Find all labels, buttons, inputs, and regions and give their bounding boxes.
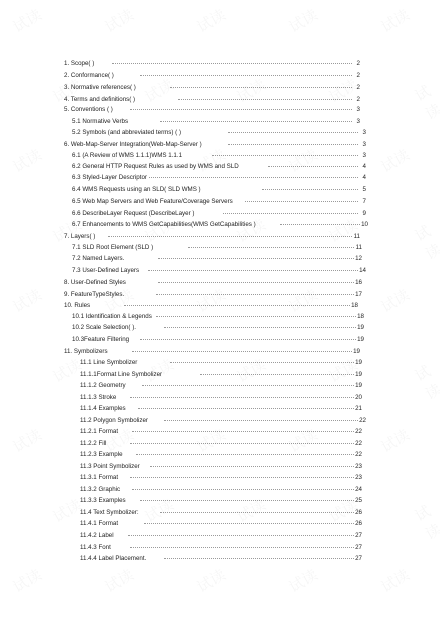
toc-entry-title: 11.4.4 Label Placement. bbox=[80, 555, 147, 562]
toc-entry-title: 6.3 Styled-Layer Descriptor bbox=[72, 174, 147, 181]
toc-entry-page-number: 4 bbox=[362, 163, 366, 170]
toc-entry-page-number: 19 bbox=[357, 336, 364, 343]
toc-entry-page-number: 17 bbox=[355, 291, 362, 298]
toc-entry-title: 11.3 Point Symbolizer bbox=[80, 463, 140, 470]
toc-entry-page-number: 18 bbox=[351, 302, 358, 309]
dot-leader bbox=[128, 535, 354, 536]
dot-leader bbox=[245, 201, 358, 202]
dot-leader bbox=[188, 247, 354, 248]
toc-entry[interactable] bbox=[0, 370, 440, 380]
dot-leader bbox=[158, 258, 354, 259]
toc-entry-title: 11.3.1 Format bbox=[80, 474, 119, 481]
dot-leader bbox=[130, 477, 354, 478]
dot-leader bbox=[170, 362, 354, 363]
toc-entry-page-number: 18 bbox=[357, 313, 364, 320]
dot-leader bbox=[170, 87, 352, 88]
toc-entry-page-number: 3 bbox=[362, 129, 366, 136]
toc-entry[interactable] bbox=[0, 243, 440, 253]
dot-leader bbox=[164, 327, 356, 328]
dot-leader bbox=[130, 547, 354, 548]
dot-leader bbox=[140, 500, 354, 501]
toc-entry[interactable] bbox=[0, 450, 440, 460]
toc-entry-title: 11.2.2 Fill bbox=[80, 440, 107, 447]
toc-entry-page-number: 10 bbox=[361, 221, 368, 228]
toc-entry-page-number: 23 bbox=[355, 463, 362, 470]
dot-leader bbox=[132, 431, 354, 432]
toc-entry-title: 2. Conformance( ) bbox=[64, 72, 114, 79]
dot-leader bbox=[136, 454, 354, 455]
toc-entry[interactable] bbox=[0, 128, 440, 138]
toc-entry[interactable] bbox=[0, 83, 440, 93]
toc-entry[interactable] bbox=[0, 162, 440, 172]
toc-entry-title: 7. Layers( ) bbox=[64, 233, 96, 240]
toc-entry-page-number: 26 bbox=[355, 520, 362, 527]
toc-entry-title: 11.1.2 Geometry bbox=[80, 382, 126, 389]
toc-entry-title: 11.1.3 Stroke bbox=[80, 394, 117, 401]
toc-entry-page-number: 20 bbox=[355, 394, 362, 401]
toc-entry-title: 11.2.3 Example bbox=[80, 451, 123, 458]
dot-leader bbox=[178, 99, 352, 100]
toc-entry[interactable] bbox=[0, 185, 440, 195]
toc-entry-page-number: 2 bbox=[356, 60, 360, 67]
toc-entry-title: 6.4 WMS Requests using an SLD( SLD WMS ) bbox=[72, 186, 201, 193]
dot-leader bbox=[223, 213, 358, 214]
toc-entry-page-number: 11 bbox=[355, 244, 362, 251]
toc-entry-page-number: 5 bbox=[362, 186, 366, 193]
toc-entry-page-number: 19 bbox=[355, 359, 362, 366]
dot-leader bbox=[140, 75, 352, 76]
toc-entry-title: 5.1 Normative Verbs bbox=[72, 118, 129, 125]
toc-entry-title: 11.1.4 Examples bbox=[80, 405, 126, 412]
toc-entry[interactable] bbox=[0, 151, 440, 161]
dot-leader bbox=[280, 224, 360, 225]
toc-entry-title: 5.2 Symbols (and abbreviated terms) ( ) bbox=[72, 129, 182, 136]
toc-entry[interactable] bbox=[0, 323, 440, 333]
toc-entry[interactable] bbox=[0, 301, 440, 311]
toc-entry-title: 6.2 General HTTP Request Rules as used by WMS and SLD bbox=[72, 163, 239, 170]
toc-entry[interactable] bbox=[0, 347, 440, 357]
dot-leader bbox=[124, 305, 350, 306]
dot-leader bbox=[212, 155, 358, 156]
toc-entry-page-number: 25 bbox=[355, 497, 362, 504]
toc-entry[interactable] bbox=[0, 519, 440, 529]
toc-entry[interactable] bbox=[0, 496, 440, 506]
toc-entry[interactable] bbox=[0, 439, 440, 449]
toc-entry-title: 8. User-Defined Styles bbox=[64, 279, 126, 286]
toc-entry-page-number: 3 bbox=[356, 106, 360, 113]
toc-entry[interactable] bbox=[0, 473, 440, 483]
toc-entry-page-number: 12 bbox=[355, 255, 362, 262]
toc-entry-page-number: 7 bbox=[362, 198, 366, 205]
toc-entry-page-number: 27 bbox=[355, 555, 362, 562]
toc-entry-title: 9. FeatureTypeStyles. bbox=[64, 291, 125, 298]
dot-leader bbox=[148, 270, 358, 271]
toc-entry[interactable] bbox=[0, 197, 440, 207]
toc-entry[interactable] bbox=[0, 95, 440, 105]
toc-entry[interactable] bbox=[0, 485, 440, 495]
toc-entry[interactable] bbox=[0, 266, 440, 276]
toc-entry-title: 3. Normative references( ) bbox=[64, 84, 136, 91]
toc-entry-title: 6. Web-Map-Server Integration(Web-Map-Server ) bbox=[64, 141, 202, 148]
toc-entry-page-number: 22 bbox=[359, 417, 366, 424]
dot-leader bbox=[200, 374, 354, 375]
toc-entry-page-number: 16 bbox=[355, 279, 362, 286]
dot-leader bbox=[228, 132, 358, 133]
dot-leader bbox=[268, 166, 358, 167]
toc-entry-title: 11.4.1 Format bbox=[80, 520, 119, 527]
toc-entry-page-number: 23 bbox=[355, 474, 362, 481]
toc-entry[interactable] bbox=[0, 232, 440, 242]
dot-leader bbox=[150, 466, 354, 467]
toc-entry[interactable] bbox=[0, 335, 440, 345]
toc-entry[interactable] bbox=[0, 543, 440, 553]
toc-entry-page-number: 4 bbox=[362, 174, 366, 181]
dot-leader bbox=[138, 408, 354, 409]
dot-leader bbox=[164, 558, 354, 559]
toc-entry-page-number: 19 bbox=[355, 382, 362, 389]
toc-entry-page-number: 3 bbox=[362, 152, 366, 159]
toc-entry-title: 7.1 SLD Root Element (SLD ) bbox=[72, 244, 154, 251]
toc-entry[interactable] bbox=[0, 209, 440, 219]
toc-entry[interactable] bbox=[0, 416, 440, 426]
dot-leader bbox=[112, 63, 352, 64]
dot-leader bbox=[140, 177, 358, 178]
dot-leader bbox=[142, 385, 354, 386]
dot-leader bbox=[164, 420, 358, 421]
dot-leader bbox=[144, 523, 354, 524]
toc-entry[interactable] bbox=[0, 173, 440, 183]
toc-entry-page-number: 27 bbox=[355, 532, 362, 539]
dot-leader bbox=[130, 443, 354, 444]
dot-leader bbox=[228, 144, 358, 145]
toc-entry-title: 10. Rules bbox=[64, 302, 91, 309]
toc-entry[interactable] bbox=[0, 531, 440, 541]
dot-leader bbox=[132, 351, 352, 352]
dot-leader bbox=[108, 236, 352, 237]
toc-entry-title: 11.1 Line Symbolizer bbox=[80, 359, 138, 366]
toc-entry[interactable] bbox=[0, 59, 440, 69]
toc-entry[interactable] bbox=[0, 290, 440, 300]
toc-entry[interactable] bbox=[0, 278, 440, 288]
toc-entry-title: 11.3.2 Graphic bbox=[80, 486, 121, 493]
toc-entry-page-number: 14 bbox=[359, 267, 366, 274]
toc-entry-title: 11.2 Polygon Symbolizer bbox=[80, 417, 148, 424]
toc-entry-title: 6.6 DescribeLayer Request (DescribeLayer ) bbox=[72, 210, 195, 217]
toc-entry-title: 6.1 (A Review of WMS 1.1.1)WMS 1.1.1 bbox=[72, 152, 183, 159]
dot-leader bbox=[140, 339, 356, 340]
toc-entry[interactable] bbox=[0, 508, 440, 518]
toc-entry-page-number: 19 bbox=[355, 371, 362, 378]
toc-entry[interactable] bbox=[0, 140, 440, 150]
toc-entry-page-number: 2 bbox=[356, 96, 360, 103]
toc-entry-page-number: 19 bbox=[353, 348, 360, 355]
toc-entry-title: 10.1 Identification & Legends bbox=[72, 313, 152, 320]
toc-entry[interactable] bbox=[0, 105, 440, 115]
toc-entry-page-number: 2 bbox=[356, 72, 360, 79]
toc-entry-page-number: 9 bbox=[362, 210, 366, 217]
toc-entry-page-number: 11 bbox=[353, 233, 360, 240]
toc-entry[interactable] bbox=[0, 554, 440, 564]
toc-entry-page-number: 2 bbox=[356, 84, 360, 91]
toc-entry-title: 11.4.2 Label bbox=[80, 532, 114, 539]
toc-entry-title: 7.3 User-Defined Layers bbox=[72, 267, 140, 274]
dot-leader bbox=[158, 282, 354, 283]
dot-leader bbox=[160, 512, 354, 513]
toc-entry-title: 11.1.1Format Line Symbolizer bbox=[80, 371, 163, 378]
toc-entry[interactable] bbox=[0, 462, 440, 472]
dot-leader bbox=[130, 397, 354, 398]
toc-entry-page-number: 21 bbox=[355, 405, 362, 412]
toc-entry-page-number: 22 bbox=[355, 451, 362, 458]
toc-entry[interactable] bbox=[0, 254, 440, 264]
dot-leader bbox=[130, 109, 352, 110]
toc-entry-page-number: 24 bbox=[355, 486, 362, 493]
toc-entry-title: 4. Terms and definitions( ) bbox=[64, 96, 136, 103]
dot-leader bbox=[262, 189, 358, 190]
toc-entry-page-number: 26 bbox=[355, 509, 362, 516]
toc-entry-title: 7.2 Named Layers. bbox=[72, 255, 125, 262]
toc-entry-title: 11. Symbolizers bbox=[64, 348, 108, 355]
toc-entry-title: 1. Scope( ) bbox=[64, 60, 95, 67]
toc-entry-title: 11.4 Text Symbolizer: bbox=[80, 509, 139, 516]
toc-entry[interactable] bbox=[0, 312, 440, 322]
toc-entry[interactable] bbox=[0, 358, 440, 368]
toc-entry-page-number: 27 bbox=[355, 544, 362, 551]
dot-leader bbox=[156, 294, 354, 295]
dot-leader bbox=[160, 121, 352, 122]
toc-entry[interactable] bbox=[0, 220, 440, 230]
toc-entry-title: 10.2 Scale Selection( ). bbox=[72, 324, 136, 331]
toc-entry[interactable] bbox=[0, 427, 440, 437]
toc-entry-title: 11.2.1 Format bbox=[80, 428, 119, 435]
toc-entry-title: 10.3Feature Filtering bbox=[72, 336, 130, 343]
toc-entry-page-number: 3 bbox=[362, 141, 366, 148]
toc-entry[interactable] bbox=[0, 381, 440, 391]
toc-entry[interactable] bbox=[0, 393, 440, 403]
toc-entry-title: 6.7 Enhancements to WMS GetCapabilities(WMS GetCapabilities ) bbox=[72, 221, 256, 228]
dot-leader bbox=[156, 316, 356, 317]
toc-entry-page-number: 22 bbox=[355, 440, 362, 447]
toc-entry-title: 6.5 Web Map Servers and Web Feature/Coverage Servers bbox=[72, 198, 233, 205]
toc-entry[interactable] bbox=[0, 71, 440, 81]
toc-entry-title: 11.3.3 Examples bbox=[80, 497, 126, 504]
toc-entry[interactable] bbox=[0, 117, 440, 127]
toc-entry-page-number: 19 bbox=[357, 324, 364, 331]
toc-entry-title: 5. Conventions ( ) bbox=[64, 106, 113, 113]
dot-leader bbox=[132, 489, 354, 490]
toc-entry-title: 11.4.3 Font bbox=[80, 544, 111, 551]
toc-entry-page-number: 3 bbox=[356, 118, 360, 125]
toc-entry[interactable] bbox=[0, 404, 440, 414]
toc-entry-page-number: 22 bbox=[355, 428, 362, 435]
